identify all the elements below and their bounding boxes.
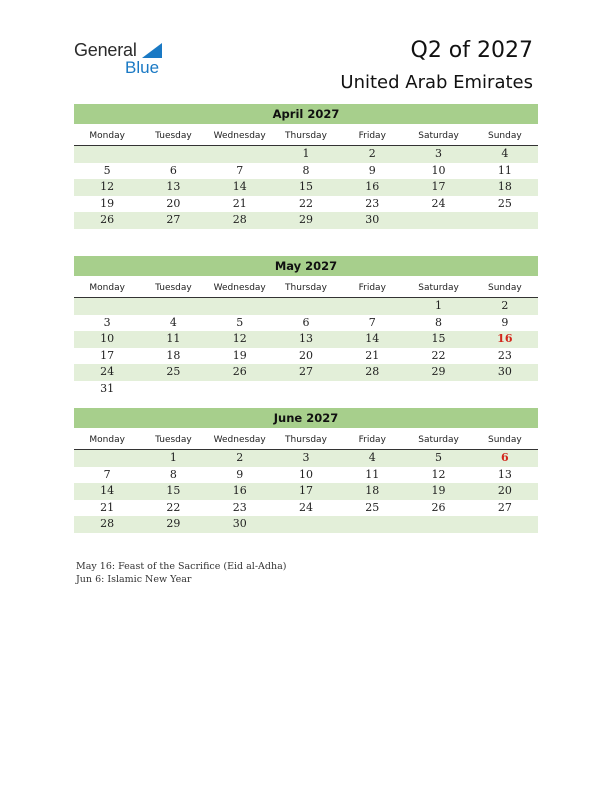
day-cell: 25 (497, 196, 512, 210)
empty-day-cell (339, 381, 405, 398)
weekday-label: Tuesday (155, 435, 192, 445)
day-cell: 1 (435, 299, 443, 312)
weekday-header-row (74, 280, 538, 298)
day-cell: 15 (166, 484, 181, 497)
month-title: April 2027 (74, 104, 538, 124)
empty-day-cell (405, 212, 471, 229)
day-cell: 23 (232, 500, 247, 514)
weekday-label: Monday (89, 283, 125, 293)
day-cell: 21 (232, 196, 247, 210)
day-cell: 6 (501, 451, 509, 464)
page-title: Q2 of 2027 (410, 38, 533, 63)
empty-day-cell (405, 516, 471, 533)
weekday-label: Tuesday (155, 131, 192, 141)
day-cell: 2 (368, 147, 376, 160)
day-cell: 20 (166, 196, 181, 210)
day-cell: 14 (365, 332, 380, 345)
day-cell: 11 (365, 467, 380, 481)
empty-day-cell (207, 298, 273, 315)
day-cell: 3 (435, 147, 443, 160)
day-cell: 19 (100, 196, 115, 210)
day-cell: 26 (100, 213, 115, 226)
day-cell: 9 (236, 467, 244, 481)
month-title: May 2027 (74, 256, 538, 276)
day-cell: 11 (497, 163, 512, 177)
day-cell: 22 (431, 348, 446, 362)
day-cell: 7 (103, 467, 111, 481)
day-cell: 24 (298, 500, 313, 514)
day-cell: 17 (298, 484, 313, 497)
weekday-label: Sunday (487, 131, 522, 141)
month-calendar (74, 104, 538, 229)
empty-day-cell (140, 146, 206, 163)
day-cell: 30 (232, 517, 247, 530)
empty-day-cell (472, 381, 538, 398)
empty-day-cell (472, 516, 538, 533)
day-cell: 19 (431, 484, 446, 497)
week-row (74, 381, 538, 398)
day-cell: 30 (497, 365, 512, 378)
day-cell: 24 (431, 196, 446, 210)
day-cell: 18 (166, 348, 181, 362)
empty-day-cell (472, 212, 538, 229)
weekday-label: Thursday (285, 283, 327, 293)
day-cell: 15 (298, 180, 313, 193)
holiday-note: May 16: Feast of the Sacrifice (Eid al-Adha) (76, 561, 287, 572)
day-cell: 13 (298, 332, 313, 345)
weekday-label: Saturday (418, 131, 459, 141)
empty-day-cell (339, 516, 405, 533)
day-cell: 14 (232, 180, 247, 193)
day-cell: 7 (236, 163, 244, 177)
day-cell: 29 (166, 517, 181, 530)
weekday-label: Saturday (418, 283, 459, 293)
day-cell: 8 (302, 163, 310, 177)
day-cell: 27 (298, 365, 313, 378)
weekday-label: Friday (358, 131, 386, 141)
day-cell: 4 (169, 315, 177, 329)
day-cell: 12 (232, 332, 247, 345)
empty-day-cell (74, 146, 140, 163)
empty-day-cell (273, 298, 339, 315)
week-row (74, 348, 538, 365)
day-cell: 29 (431, 365, 446, 378)
day-cell: 10 (298, 467, 313, 481)
day-cell: 10 (100, 332, 115, 345)
empty-day-cell (207, 381, 273, 398)
weekday-label: Thursday (285, 131, 327, 141)
day-cell: 22 (166, 500, 181, 514)
day-cell: 9 (501, 315, 509, 329)
empty-day-cell (273, 516, 339, 533)
week-row (74, 163, 538, 180)
day-cell: 28 (365, 365, 380, 378)
week-row (74, 516, 538, 533)
week-row (74, 331, 538, 348)
week-row (74, 298, 538, 315)
day-cell: 4 (368, 451, 376, 464)
day-cell: 25 (166, 365, 181, 378)
week-row (74, 500, 538, 517)
day-cell: 26 (232, 365, 247, 378)
day-cell: 20 (298, 348, 313, 362)
day-cell: 3 (302, 451, 310, 464)
day-cell: 24 (100, 365, 115, 378)
weekday-label: Sunday (487, 283, 522, 293)
empty-day-cell (74, 298, 140, 315)
day-cell: 5 (435, 451, 443, 464)
weekday-label: Saturday (418, 435, 459, 445)
month-title: June 2027 (74, 408, 538, 428)
day-cell: 20 (497, 484, 512, 497)
logo-flag-icon (142, 43, 162, 58)
day-cell: 30 (365, 213, 380, 226)
weekday-label: Friday (358, 283, 386, 293)
day-cell: 6 (302, 315, 310, 329)
empty-day-cell (405, 381, 471, 398)
month-calendar (74, 408, 538, 533)
empty-day-cell (140, 298, 206, 315)
week-row (74, 450, 538, 467)
country-name: United Arab Emirates (340, 72, 533, 93)
week-row (74, 467, 538, 484)
day-cell: 1 (302, 147, 310, 160)
empty-day-cell (74, 450, 140, 467)
empty-day-cell (207, 146, 273, 163)
day-cell: 27 (166, 213, 181, 226)
day-cell: 25 (365, 500, 380, 514)
day-cell: 27 (497, 500, 512, 514)
day-cell: 17 (100, 348, 115, 362)
day-cell: 14 (100, 484, 115, 497)
logo-general-text: General (74, 40, 137, 60)
week-row (74, 483, 538, 500)
logo-blue-text: Blue (125, 58, 160, 77)
weekday-label: Monday (89, 131, 125, 141)
day-cell: 8 (435, 315, 443, 329)
day-cell: 15 (431, 332, 446, 345)
holiday-note: Jun 6: Islamic New Year (76, 574, 192, 585)
day-cell: 8 (169, 467, 177, 481)
day-cell: 12 (431, 467, 446, 481)
day-cell: 18 (365, 484, 380, 497)
empty-day-cell (339, 298, 405, 315)
day-cell: 16 (497, 332, 513, 345)
day-cell: 31 (100, 381, 115, 395)
day-cell: 1 (169, 451, 177, 464)
day-cell: 2 (501, 299, 509, 312)
day-cell: 13 (166, 180, 181, 193)
holiday-notes (76, 560, 286, 586)
day-cell: 21 (100, 500, 115, 514)
weekday-label: Friday (358, 435, 386, 445)
weekday-label: Sunday (487, 435, 522, 445)
day-cell: 28 (100, 517, 115, 530)
day-cell: 12 (100, 180, 115, 193)
week-row (74, 212, 538, 229)
day-cell: 18 (497, 180, 512, 193)
week-row (74, 146, 538, 163)
day-cell: 2 (236, 451, 244, 464)
empty-day-cell (273, 381, 339, 398)
weekday-label: Wednesday (213, 131, 266, 141)
day-cell: 17 (431, 180, 446, 193)
day-cell: 10 (431, 163, 446, 177)
day-cell: 29 (298, 213, 313, 226)
day-cell: 23 (497, 348, 512, 362)
weekday-header-row (74, 432, 538, 450)
day-cell: 7 (368, 315, 376, 329)
day-cell: 9 (368, 163, 376, 177)
month-calendar (74, 256, 538, 397)
day-cell: 5 (236, 315, 244, 329)
day-cell: 19 (232, 348, 247, 362)
day-cell: 16 (365, 180, 380, 193)
weekday-label: Wednesday (213, 283, 266, 293)
day-cell: 5 (103, 163, 111, 177)
day-cell: 3 (103, 315, 111, 329)
weekday-header-row (74, 128, 538, 146)
weekday-label: Monday (89, 435, 125, 445)
logo (74, 40, 184, 80)
day-cell: 22 (298, 196, 313, 210)
day-cell: 6 (169, 163, 177, 177)
day-cell: 11 (166, 332, 181, 345)
weekday-label: Wednesday (213, 435, 266, 445)
day-cell: 23 (365, 196, 380, 210)
day-cell: 26 (431, 500, 446, 514)
week-row (74, 179, 538, 196)
week-row (74, 315, 538, 332)
day-cell: 13 (497, 467, 512, 481)
day-cell: 28 (232, 213, 247, 226)
weekday-label: Thursday (285, 435, 327, 445)
empty-day-cell (140, 381, 206, 398)
day-cell: 16 (232, 484, 247, 497)
day-cell: 21 (365, 348, 380, 362)
day-cell: 4 (501, 147, 509, 160)
weekday-label: Tuesday (155, 283, 192, 293)
week-row (74, 364, 538, 381)
week-row (74, 196, 538, 213)
